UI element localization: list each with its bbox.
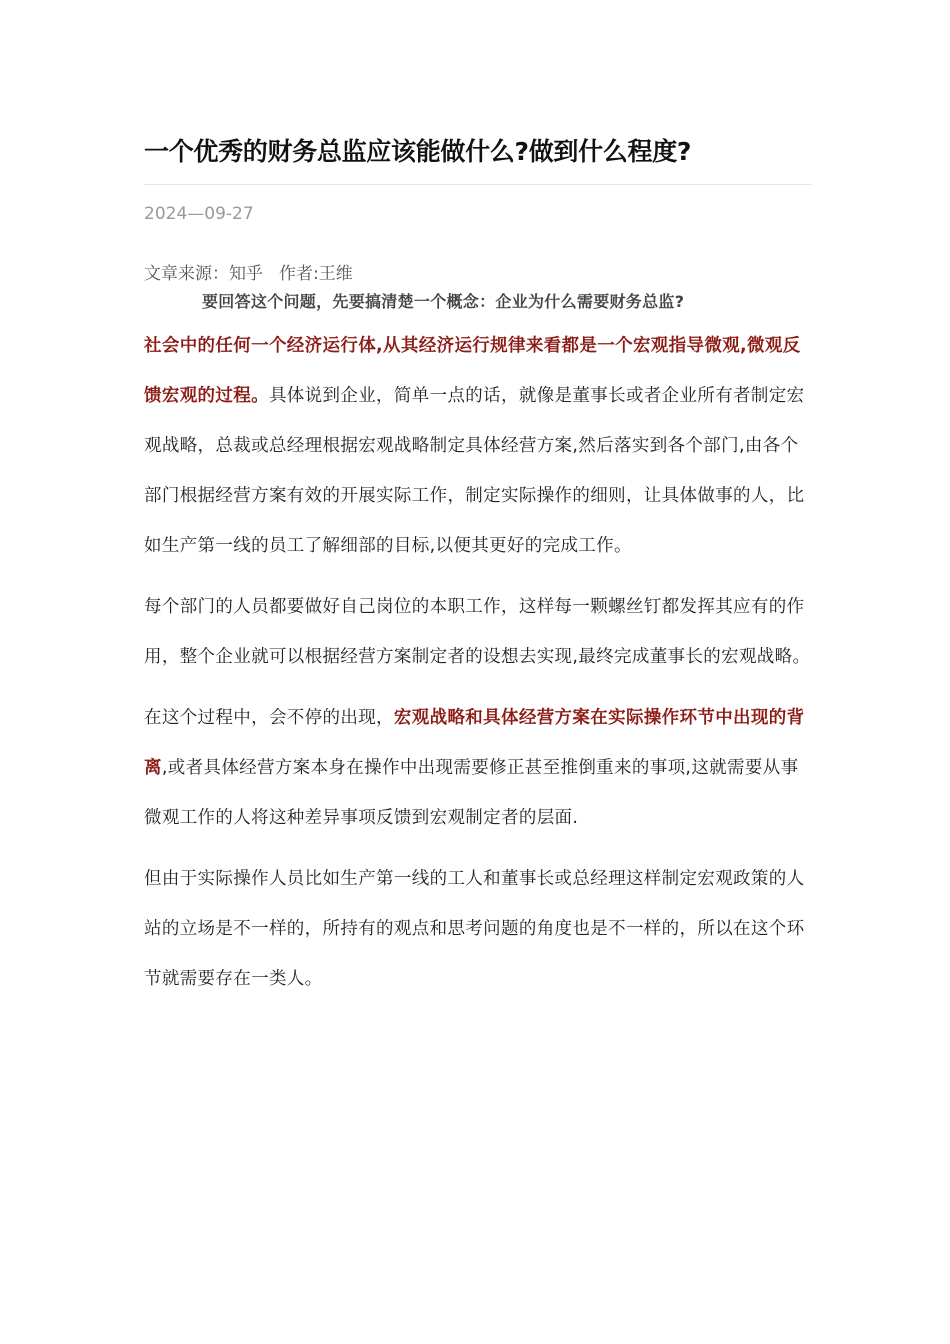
intro-quote: 要回答这个问题，先要搞清楚一个概念：企业为什么需要财务总监? [202, 292, 685, 311]
paragraph-text: 但由于实际操作人员比如生产第一线的工人和董事长或总经理这样制定宏观政策的人站的立场是不一样的，所持有的观点和思考问题的角度也是不一样的，所以在这个环节就需要存在一类人。 [144, 869, 805, 989]
paragraph-text: ,或者具体经营方案本身在操作中出现需要修正甚至推倒重来的事项,这就需要从事微观工作的人将这种差异事项反馈到宏观制定者的层面. [144, 758, 799, 828]
article-meta [144, 263, 812, 285]
highlight-text: 社会中的任何一个经济运行体,从其经济运行规律来看都是一个宏观指导微观,微观反馈宏观的过程。 [144, 336, 801, 406]
paragraph-text: 具体说到企业，简单一点的话，就像是董事长或者企业所有者制定宏观战略，总裁或总经理根据宏观战略制定具体经营方案,然后落实到各个部门,由各个部门根据经营方案有效的开展实际工作，制定实际操作的细则，让具体做事的人，比如生产第一线的员工了解细部的目标,以便其更好的完成工作。 [144, 386, 805, 556]
paragraph-text: 每个部门的人员都要做好自己岗位的本职工作，这样每一颗螺丝钉都发挥其应有的作用，整个企业就可以根据经营方案制定者的设想去实现,最终完成董事长的宏观战略。 [144, 597, 811, 667]
article-content [144, 128, 812, 1004]
paragraph-3 [144, 693, 812, 843]
publish-date: 2024—09-27 [144, 204, 254, 224]
highlight-text: 宏观战略和具体经营方案在实际操作环节中出现的背离 [144, 708, 805, 778]
article-title: 一个优秀的财务总监应该能做什么?做到什么程度? [144, 137, 692, 166]
title-divider [144, 184, 812, 185]
article-source: 文章来源：知乎 [144, 264, 263, 284]
paragraph-2 [144, 582, 812, 682]
paragraph-4 [144, 854, 812, 1004]
paragraph-text: 在这个过程中，会不停的出现， [144, 708, 394, 728]
paragraph-1 [144, 321, 812, 571]
article-author: 作者:王维 [279, 264, 353, 284]
